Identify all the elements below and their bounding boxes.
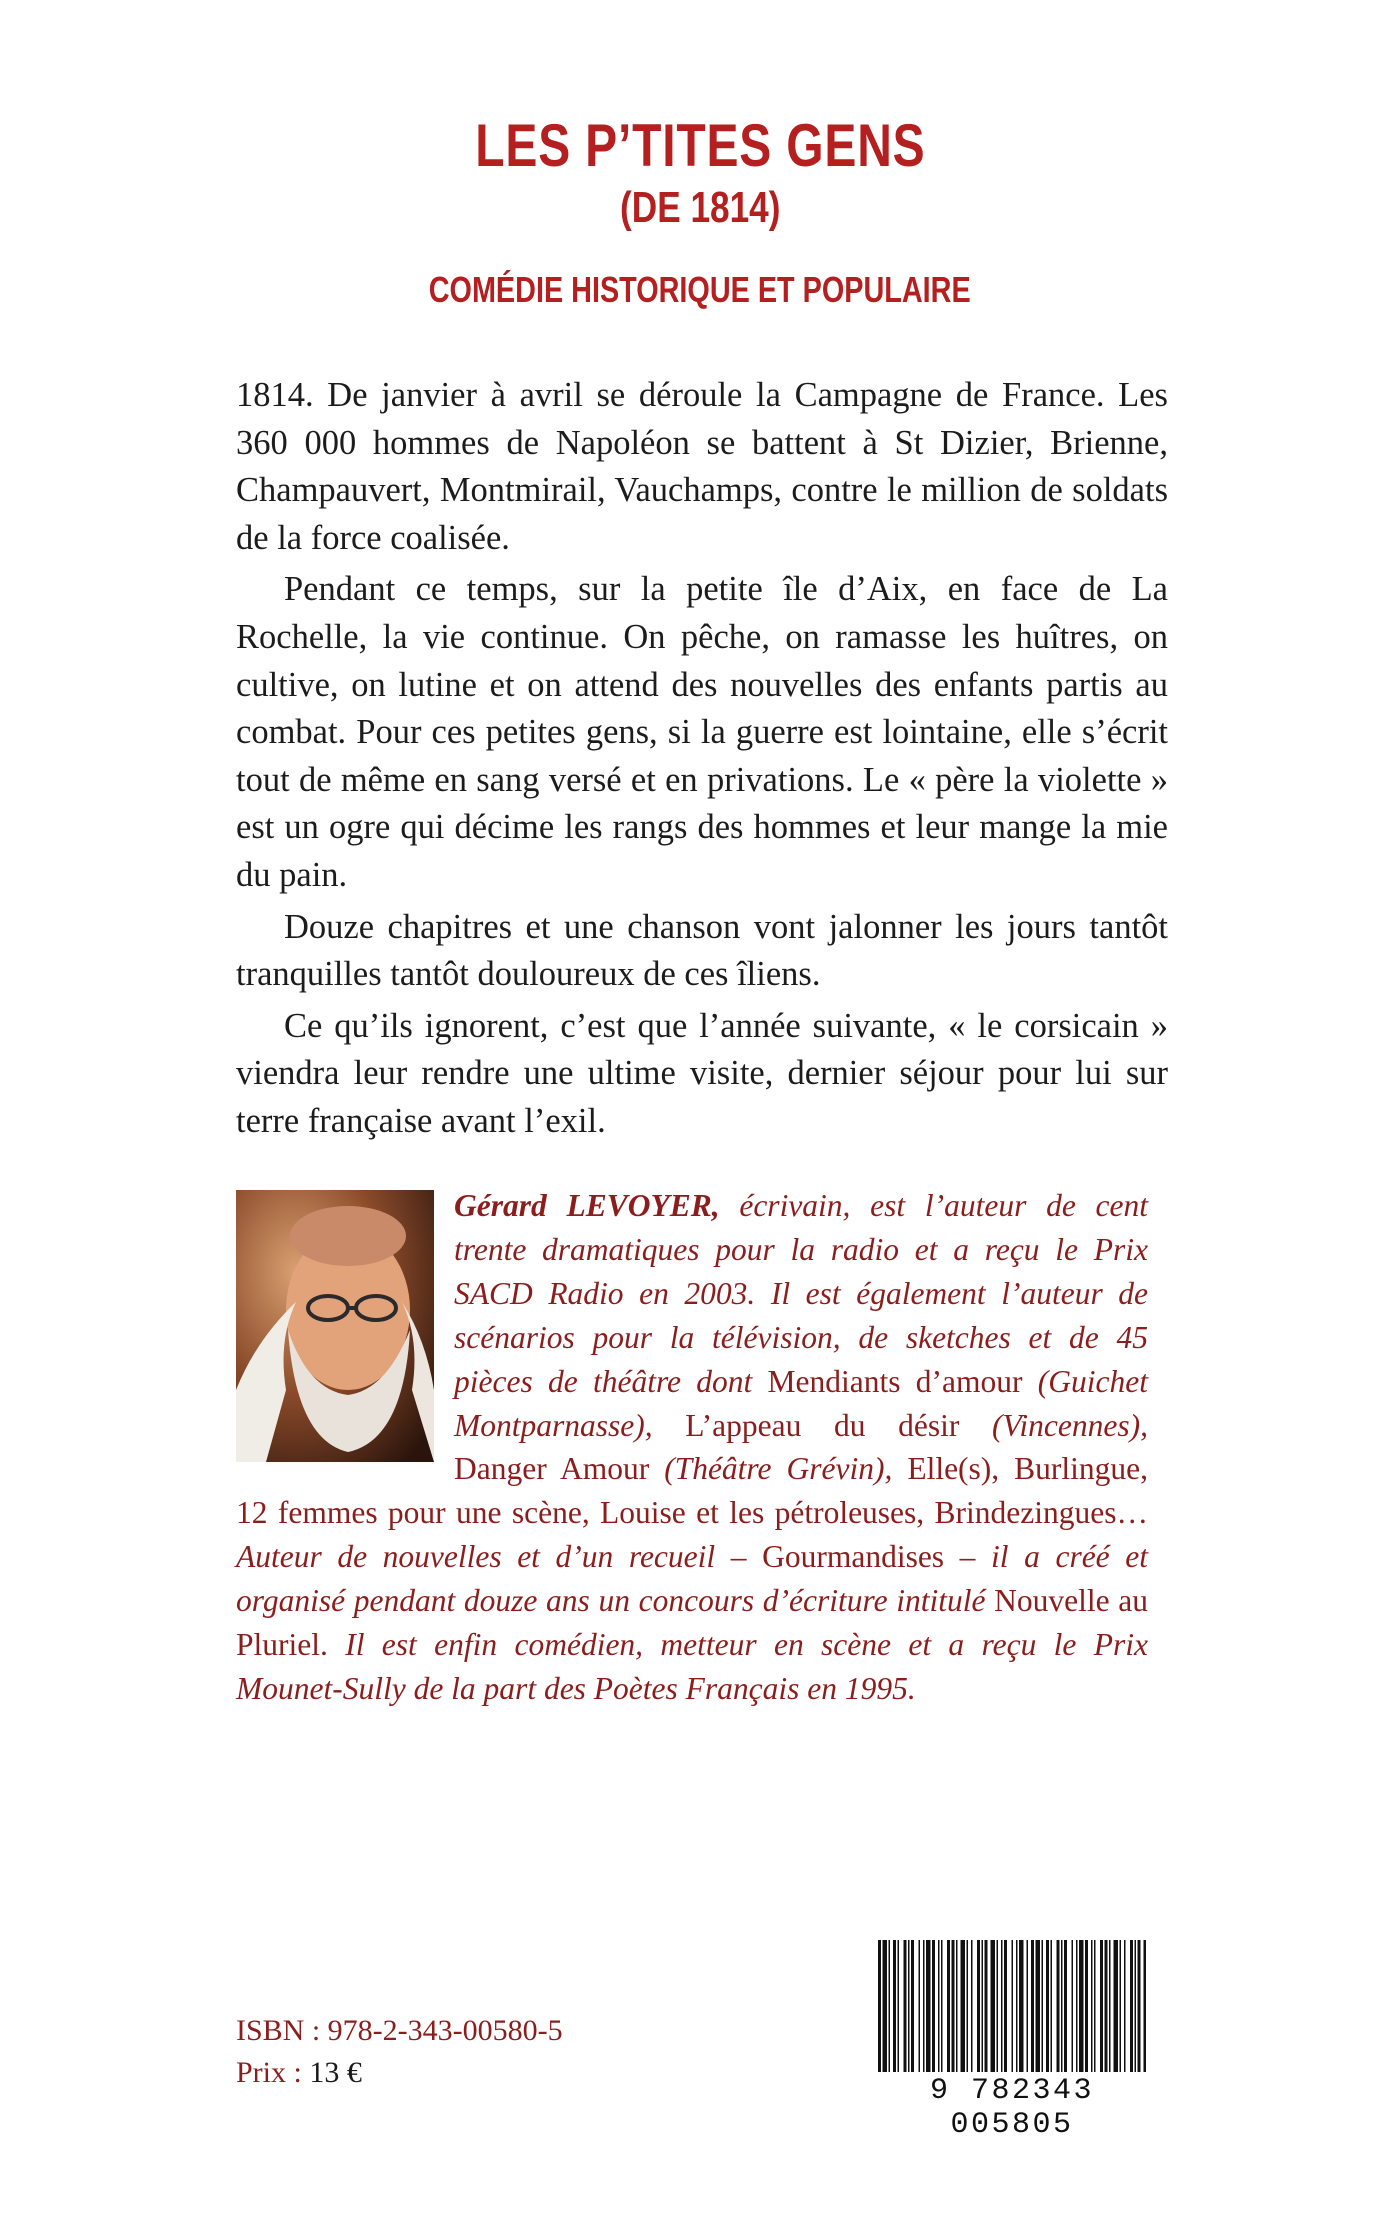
bio-text: (Vincennes), — [959, 1407, 1148, 1443]
barcode-bar — [991, 1940, 996, 2072]
price-value: 13 € — [309, 2056, 362, 2089]
barcode-bar — [1114, 1940, 1119, 2072]
barcode-bar — [938, 1940, 940, 2072]
barcode-bar — [1100, 1940, 1103, 2072]
barcode-bar — [911, 1940, 914, 2072]
barcode-bar — [1051, 1940, 1053, 2072]
barcode-bar — [1120, 1940, 1122, 2072]
barcode-digits: 9 782343 005805 — [929, 2074, 1095, 2142]
book-title: LES P’TITES GENS — [474, 112, 926, 179]
barcode-bar — [1027, 1940, 1029, 2072]
photo-spacer — [236, 1184, 454, 1448]
barcode-bar — [1144, 1940, 1147, 2072]
barcode-bar — [1057, 1940, 1060, 2072]
barcode-bar — [1019, 1940, 1024, 2072]
barcode-bar — [1105, 1940, 1108, 2072]
barcode-bar — [1004, 1940, 1007, 2072]
barcode-bar — [1138, 1940, 1141, 2072]
barcode-bar — [908, 1940, 910, 2072]
barcode-bar — [947, 1940, 950, 2072]
barcode-bar — [1012, 1940, 1014, 2072]
barcode-bar — [878, 1940, 881, 2072]
barcode-bar — [1061, 1940, 1063, 2072]
barcode-bar — [1109, 1940, 1111, 2072]
barcode-bar — [898, 1940, 900, 2072]
book-subtitle: (DE 1814) — [619, 183, 781, 232]
barcode-bar — [1085, 1940, 1088, 2072]
bio-text: Auteur de nouvelles et d’un recueil – — [236, 1539, 763, 1575]
work-title: Mendiants d’amour — [767, 1363, 1023, 1399]
barcode-bar — [971, 1940, 973, 2072]
barcode-bar — [1031, 1940, 1034, 2072]
book-genre: COMÉDIE HISTORIQUE ET POPULAIRE — [429, 269, 971, 310]
blurb-paragraph: Pendant ce temps, sur la petite île d’Aix, en face de La Rochelle, la vie continue. On pêche, on ramasse les huîtres, on cultive, on lutine et on attend des nouvelles des enfants partis au combat. Pour ces petites gens, si la guerre est lointaine, elle s’écrit tout de même en sang versé et en privations. Le « père la violette » est un ogre qui décime les rangs des hommes et leur mange la mie du pain. — [236, 570, 1168, 894]
barcode-bar — [1016, 1940, 1018, 2072]
barcode-bar — [1135, 1940, 1137, 2072]
barcode-bar — [1046, 1940, 1049, 2072]
barcode-bar — [982, 1940, 984, 2072]
barcode-bar — [967, 1940, 969, 2072]
barcode-bar — [1130, 1940, 1133, 2072]
barcode-bar — [997, 1940, 999, 2072]
bio-text: (Guichet Montparnasse), — [454, 1363, 1148, 1443]
barcode-bar — [1091, 1940, 1093, 2072]
back-cover-blurb — [236, 372, 1168, 1146]
barcode-bar — [977, 1940, 980, 2072]
barcode-bar — [952, 1940, 955, 2072]
barcode-bar — [1072, 1940, 1074, 2072]
work-title: Nouvelle au Pluriel. — [236, 1583, 1148, 1663]
isbn-label: ISBN : 978-2-343-00580-5 — [236, 2014, 563, 2047]
barcode-bar — [1076, 1940, 1078, 2072]
bio-text: Il est enfin comédien, metteur en scène et a reçu le Prix Mounet-Sully de la part des Poètes Français en 1995. — [236, 1627, 1148, 1706]
barcode-bar — [1064, 1940, 1067, 2072]
barcode-bar — [1001, 1940, 1003, 2072]
barcode-bar — [893, 1940, 896, 2072]
barcode-bar — [919, 1940, 921, 2072]
barcode-bar — [1124, 1940, 1126, 2072]
blurb-paragraph: 1814. De janvier à avril se déroule la Campagne de France. Les 360 000 hommes de Napoléon se battent à St Dizier, Brienne, Champauvert, Montmirail, Vauchamps, contre le million de soldats de la force coalisée. — [236, 376, 1168, 557]
work-title: Gourmandises — [762, 1539, 945, 1575]
barcode-bar — [985, 1940, 988, 2072]
work-title: Danger Amour — [454, 1451, 650, 1487]
blurb-paragraph: Douze chapitres et une chanson vont jalonner les jours tantôt tranquilles tantôt douloureux de ces îliens. — [236, 907, 1168, 994]
blurb-paragraph: Ce qu’ils ignorent, c’est que l’année suivante, « le corsicain » viendra leur rendre une ultime visite, dernier séjour pour lui sur terre française avant l’exil. — [236, 1006, 1168, 1140]
barcode-bar — [1042, 1940, 1044, 2072]
price-label: Prix : — [236, 2056, 310, 2089]
barcode-bar — [961, 1940, 966, 2072]
barcode-bar — [1094, 1940, 1096, 2072]
barcode-bar — [1036, 1940, 1041, 2072]
bio-text: écrivain, est l’auteur de cent trente dramatiques pour la radio et a reçu le Prix SACD Radio en 2003. Il est également l’auteur de scénarios pour la télévision, de sketches et de 45 pièces de théâtre dont — [454, 1188, 1148, 1399]
barcode-bar — [932, 1940, 935, 2072]
isbn-block — [236, 2010, 563, 2094]
title-block — [0, 112, 1400, 312]
barcode-bar — [923, 1940, 925, 2072]
barcode-bar — [926, 1940, 931, 2072]
work-title: Elle(s), Burlingue, 12 femmes pour une scène, Louise et les pétroleuses, Brindezingues… — [236, 1451, 1149, 1531]
barcode-bar — [941, 1940, 943, 2072]
barcode-bar — [904, 1940, 907, 2072]
barcode-bars — [878, 1940, 1146, 2072]
work-title: L’appeau du désir — [685, 1407, 960, 1443]
barcode-bar — [1079, 1940, 1084, 2072]
bio-text: (Théâtre Grévin), — [649, 1451, 908, 1487]
author-biography — [236, 1184, 1148, 1711]
barcode-bar — [956, 1940, 958, 2072]
barcode-bar — [883, 1940, 888, 2072]
barcode-bar — [889, 1940, 891, 2072]
barcode — [872, 1940, 1152, 2142]
author-name: Gérard LEVOYER, — [454, 1188, 720, 1223]
bio-text: – il a créé et organisé pendant douze ans un concours d’écriture intitulé — [236, 1539, 1148, 1619]
price-line — [236, 2052, 563, 2094]
